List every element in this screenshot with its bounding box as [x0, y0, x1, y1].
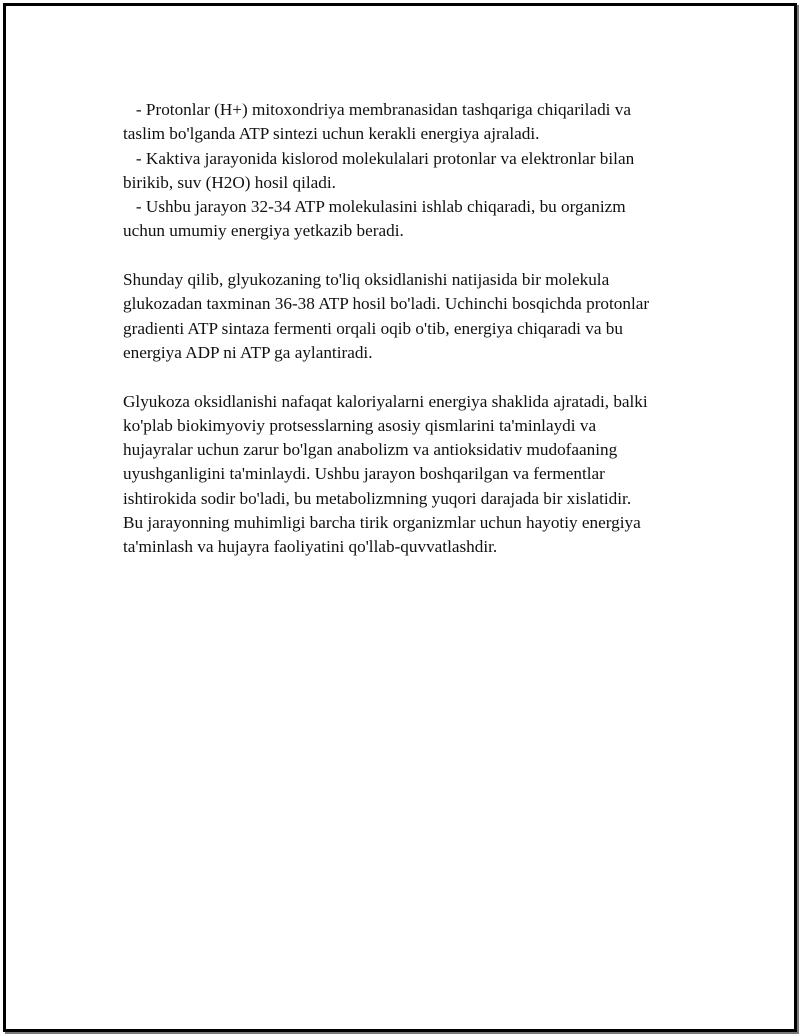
- page-content: [123, 98, 723, 560]
- paragraph-gap: [123, 365, 723, 389]
- text-line: birikib, suv (H2O) hosil qiladi.: [123, 172, 336, 192]
- paragraph-summary: [123, 268, 723, 365]
- text-line: hujayralar uchun zarur bo'lgan anabolizm va antioksidativ mudofaaning: [123, 440, 618, 460]
- text-line: energiya ADP ni ATP ga aylantiradi.: [123, 342, 373, 362]
- paragraph-conclusion: [123, 390, 723, 560]
- text-line: ta'minlash va hujayra faoliyatini qo'llab-quvvatlashdir.: [123, 537, 498, 557]
- bullet-list: [123, 98, 723, 244]
- text-line: taslim bo'lganda ATP sintezi uchun kerakli energiya ajraladi.: [123, 124, 540, 144]
- text-line: - Protonlar (H+) mitoxondriya membranasidan tashqariga chiqariladi va: [123, 100, 631, 119]
- list-item: [123, 98, 723, 147]
- text-line: ko'plab biokimyoviy protsesslarning asosiy qismlarini ta'minlaydi va: [123, 415, 597, 435]
- text-line: ishtirokida sodir bo'ladi, bu metabolizmning yuqori darajada bir xislatidir.: [123, 488, 632, 508]
- text-line: glukozadan taxminan 36-38 ATP hosil bo'ladi. Uchinchi bosqichda protonlar: [123, 294, 650, 314]
- text-line: Bu jarayonning muhimligi barcha tirik organizmlar uchun hayotiy energiya: [123, 513, 641, 533]
- text-line: Shunday qilib, glyukozaning to'liq oksidlanishi natijasida bir molekula: [123, 270, 610, 290]
- text-line: Glyukoza oksidlanishi nafaqat kaloriyalarni energiya shaklida ajratadi, balki: [123, 391, 648, 411]
- text-line: uyushganligini ta'minlaydi. Ushbu jarayon boshqarilgan va fermentlar: [123, 464, 605, 484]
- list-item: [123, 147, 723, 196]
- page-frame: [3, 3, 797, 1032]
- text-line: gradienti ATP sintaza fermenti orqali oqib o'tib, energiya chiqaradi va bu: [123, 318, 623, 338]
- text-line: - Kaktiva jarayonida kislorod molekulalari protonlar va elektronlar bilan: [123, 148, 635, 168]
- paragraph-gap: [123, 244, 723, 268]
- text-line: uchun umumiy energiya yetkazib beradi.: [123, 221, 404, 241]
- text-line: - Ushbu jarayon 32-34 ATP molekulasini ishlab chiqaradi, bu organizm: [123, 197, 626, 217]
- list-item: [123, 195, 723, 244]
